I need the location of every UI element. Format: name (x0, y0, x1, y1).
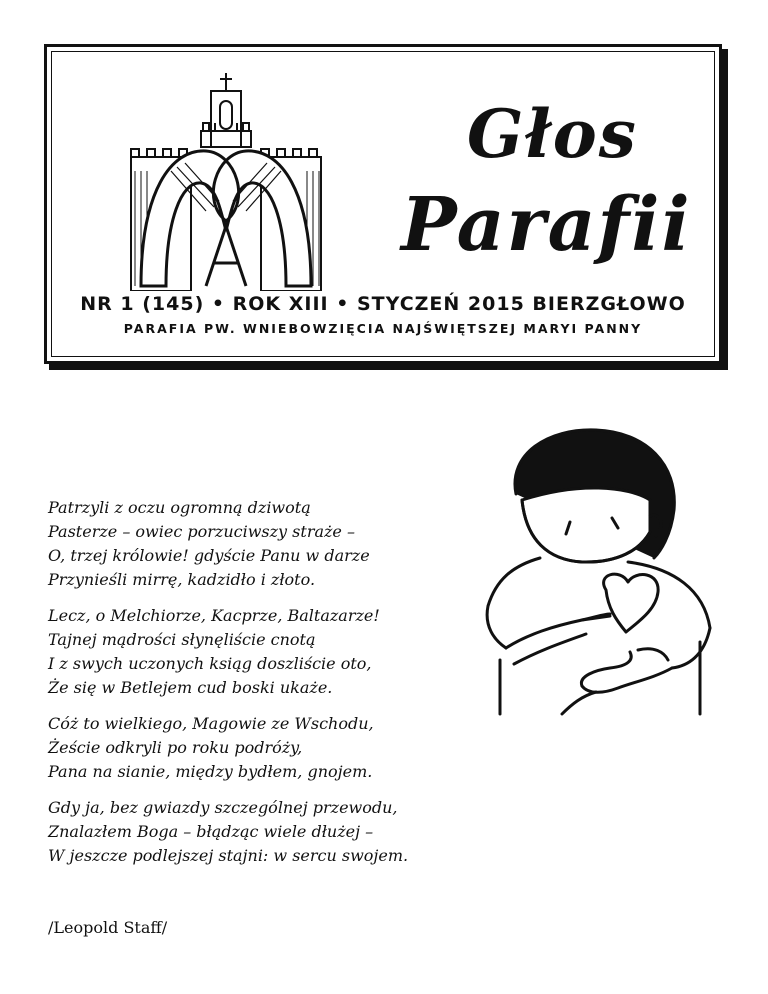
poem-line: Pana na sianie, między bydłem, gnojem. (48, 762, 373, 781)
poem-line: Lecz, o Melchiorze, Kacprze, Baltazarze! (48, 606, 380, 625)
poem-line: Pasterze – owiec porzuciwszy straże – (48, 522, 355, 541)
child-holding-heart-icon (478, 420, 718, 716)
poem-line: Przynieśli mirrę, kadzidło i złoto. (48, 570, 316, 589)
poem-line: Cóż to wielkiego, Magowie ze Wschodu, (48, 714, 374, 733)
poem-stanza (48, 796, 498, 868)
issue-info: NR 1 (145) • ROK XIII • STYCZEŃ 2015 BIERZGŁOWO (80, 293, 686, 315)
title-word-glos: Głos (467, 95, 638, 173)
masthead (44, 44, 722, 364)
poem-line: Gdy ja, bez gwiazdy szczególnej przewodu, (48, 798, 398, 817)
poem-line: Tajnej mądrości słynęliście cnotą (48, 630, 316, 649)
poem-stanza (48, 712, 498, 784)
poem (48, 496, 498, 880)
poem-author: /Leopold Staff/ (48, 918, 168, 937)
poem-line: O, trzej królowie! gdyście Panu w darze (48, 546, 370, 565)
poem-line: W jeszcze podlejszej stajni: w sercu swojem. (48, 846, 409, 865)
poem-line: Patrzyli z oczu ogromną dziwotą (48, 498, 311, 517)
poem-line: I z swych uczonych ksiąg doszliście oto, (48, 654, 372, 673)
poem-stanza (48, 604, 498, 700)
poem-line: Żeście odkryli po roku podróży, (48, 738, 303, 757)
title-word-parafii: Parafii (401, 182, 692, 268)
parish-name: PARAFIA PW. WNIEBOWZIĘCIA NAJŚWIĘTSZEJ MARYI PANNY (123, 321, 643, 336)
poem-stanza (48, 496, 498, 592)
church-monogram-icon (111, 71, 341, 291)
poem-line: Że się w Betlejem cud boski ukaże. (48, 678, 333, 697)
masthead-shadow (722, 49, 728, 370)
poem-line: Znalazłem Boga – błądząc wiele dłużej – (48, 822, 374, 841)
